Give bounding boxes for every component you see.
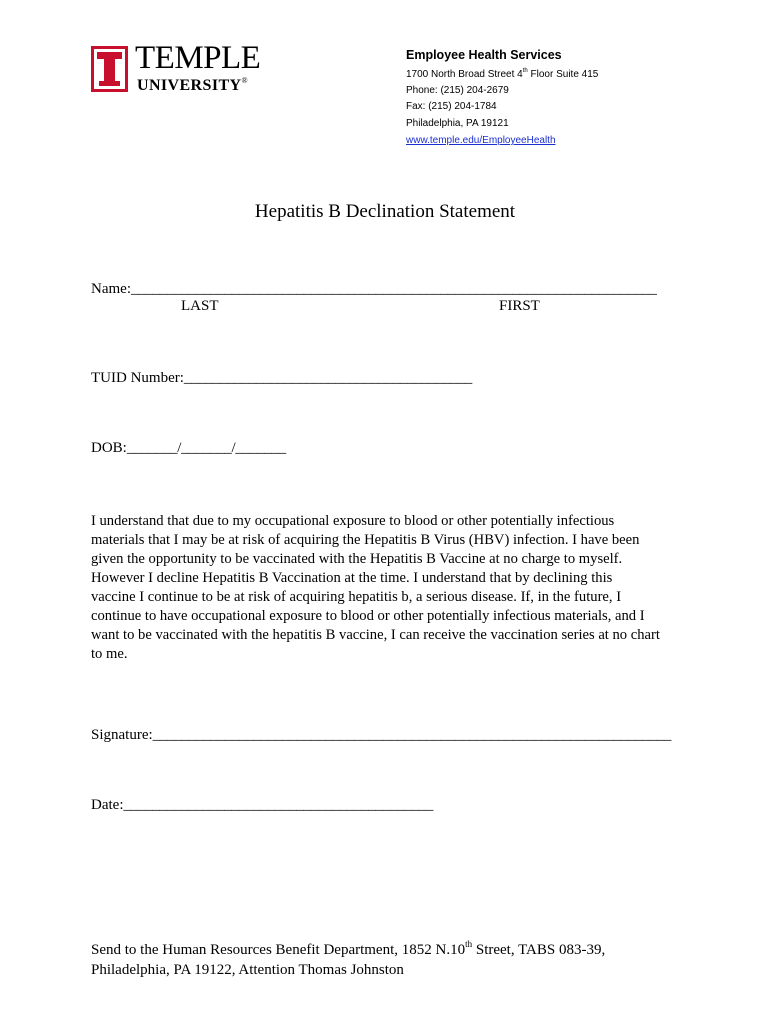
office-title: Employee Health Services xyxy=(406,48,562,62)
statement-line: want to be vaccinated with the hepatitis B vaccine, I can receive the vaccination series at no chart xyxy=(91,627,660,643)
office-phone: Phone: (215) 204-2679 xyxy=(406,85,509,96)
name-label: Name: xyxy=(91,281,131,297)
footer-line-2: Philadelphia, PA 19122, Attention Thomas Johnston xyxy=(91,962,404,978)
signature-field[interactable] xyxy=(91,728,671,743)
statement-line: I understand that due to my occupational exposure to blood or other potentially infectious xyxy=(91,513,615,529)
tuid-label: TUID Number: xyxy=(91,370,184,386)
statement-line: given the opportunity to be vaccinated with the Hepatitis B Vaccine at no charge to myself. xyxy=(91,551,623,567)
declination-statement xyxy=(91,512,691,664)
tuid-blank[interactable]: ________________________________________ xyxy=(183,370,472,386)
date-blank[interactable]: ___________________________________________ xyxy=(123,797,434,813)
date-field[interactable] xyxy=(91,798,433,813)
statement-line: materials that I may be at risk of acquiring the Hepatitis B Virus (HBV) infection. I have been xyxy=(91,532,640,548)
name-blank[interactable]: _________________________________________________________________________ xyxy=(130,281,657,297)
date-label: Date: xyxy=(91,797,124,813)
footer-line-1: Send to the Human Resources Benefit Department, 1852 N.10th Street, TABS 083-39, xyxy=(91,939,606,958)
document-title: Hepatitis B Declination Statement xyxy=(254,201,516,222)
tuid-field[interactable] xyxy=(91,371,472,386)
university-logo-text: UNIVERSITY® xyxy=(137,76,248,94)
temple-logo-wordmark: TEMPLE xyxy=(135,40,261,76)
office-city: Philadelphia, PA 19121 xyxy=(406,118,509,129)
dob-field[interactable] xyxy=(91,441,286,456)
statement-line: However I decline Hepatitis B Vaccination at the time. I understand that by declining this xyxy=(91,570,613,586)
office-fax: Fax: (215) 204-1784 xyxy=(406,101,497,112)
temple-logo-mark-icon xyxy=(91,46,128,92)
first-name-label: FIRST xyxy=(499,298,540,314)
signature-label: Signature: xyxy=(91,727,153,743)
name-field[interactable] xyxy=(91,282,657,297)
statement-line: continue to have occupational exposure to blood or other potentially infectious materials, and I xyxy=(91,608,645,624)
signature-blank[interactable]: ________________________________________________________________________ xyxy=(152,727,672,743)
dob-blank[interactable]: _______/_______/_______ xyxy=(126,440,286,456)
office-website-link[interactable]: www.temple.edu/EmployeeHealth xyxy=(406,135,556,146)
last-name-label: LAST xyxy=(181,298,219,314)
statement-line: vaccine I continue to be at risk of acquiring hepatitis b, a serious disease. If, in the future, I xyxy=(91,589,622,605)
dob-label: DOB: xyxy=(91,440,127,456)
office-address: 1700 North Broad Street 4th Floor Suite 415 xyxy=(406,68,599,80)
statement-line: to me. xyxy=(91,646,128,662)
